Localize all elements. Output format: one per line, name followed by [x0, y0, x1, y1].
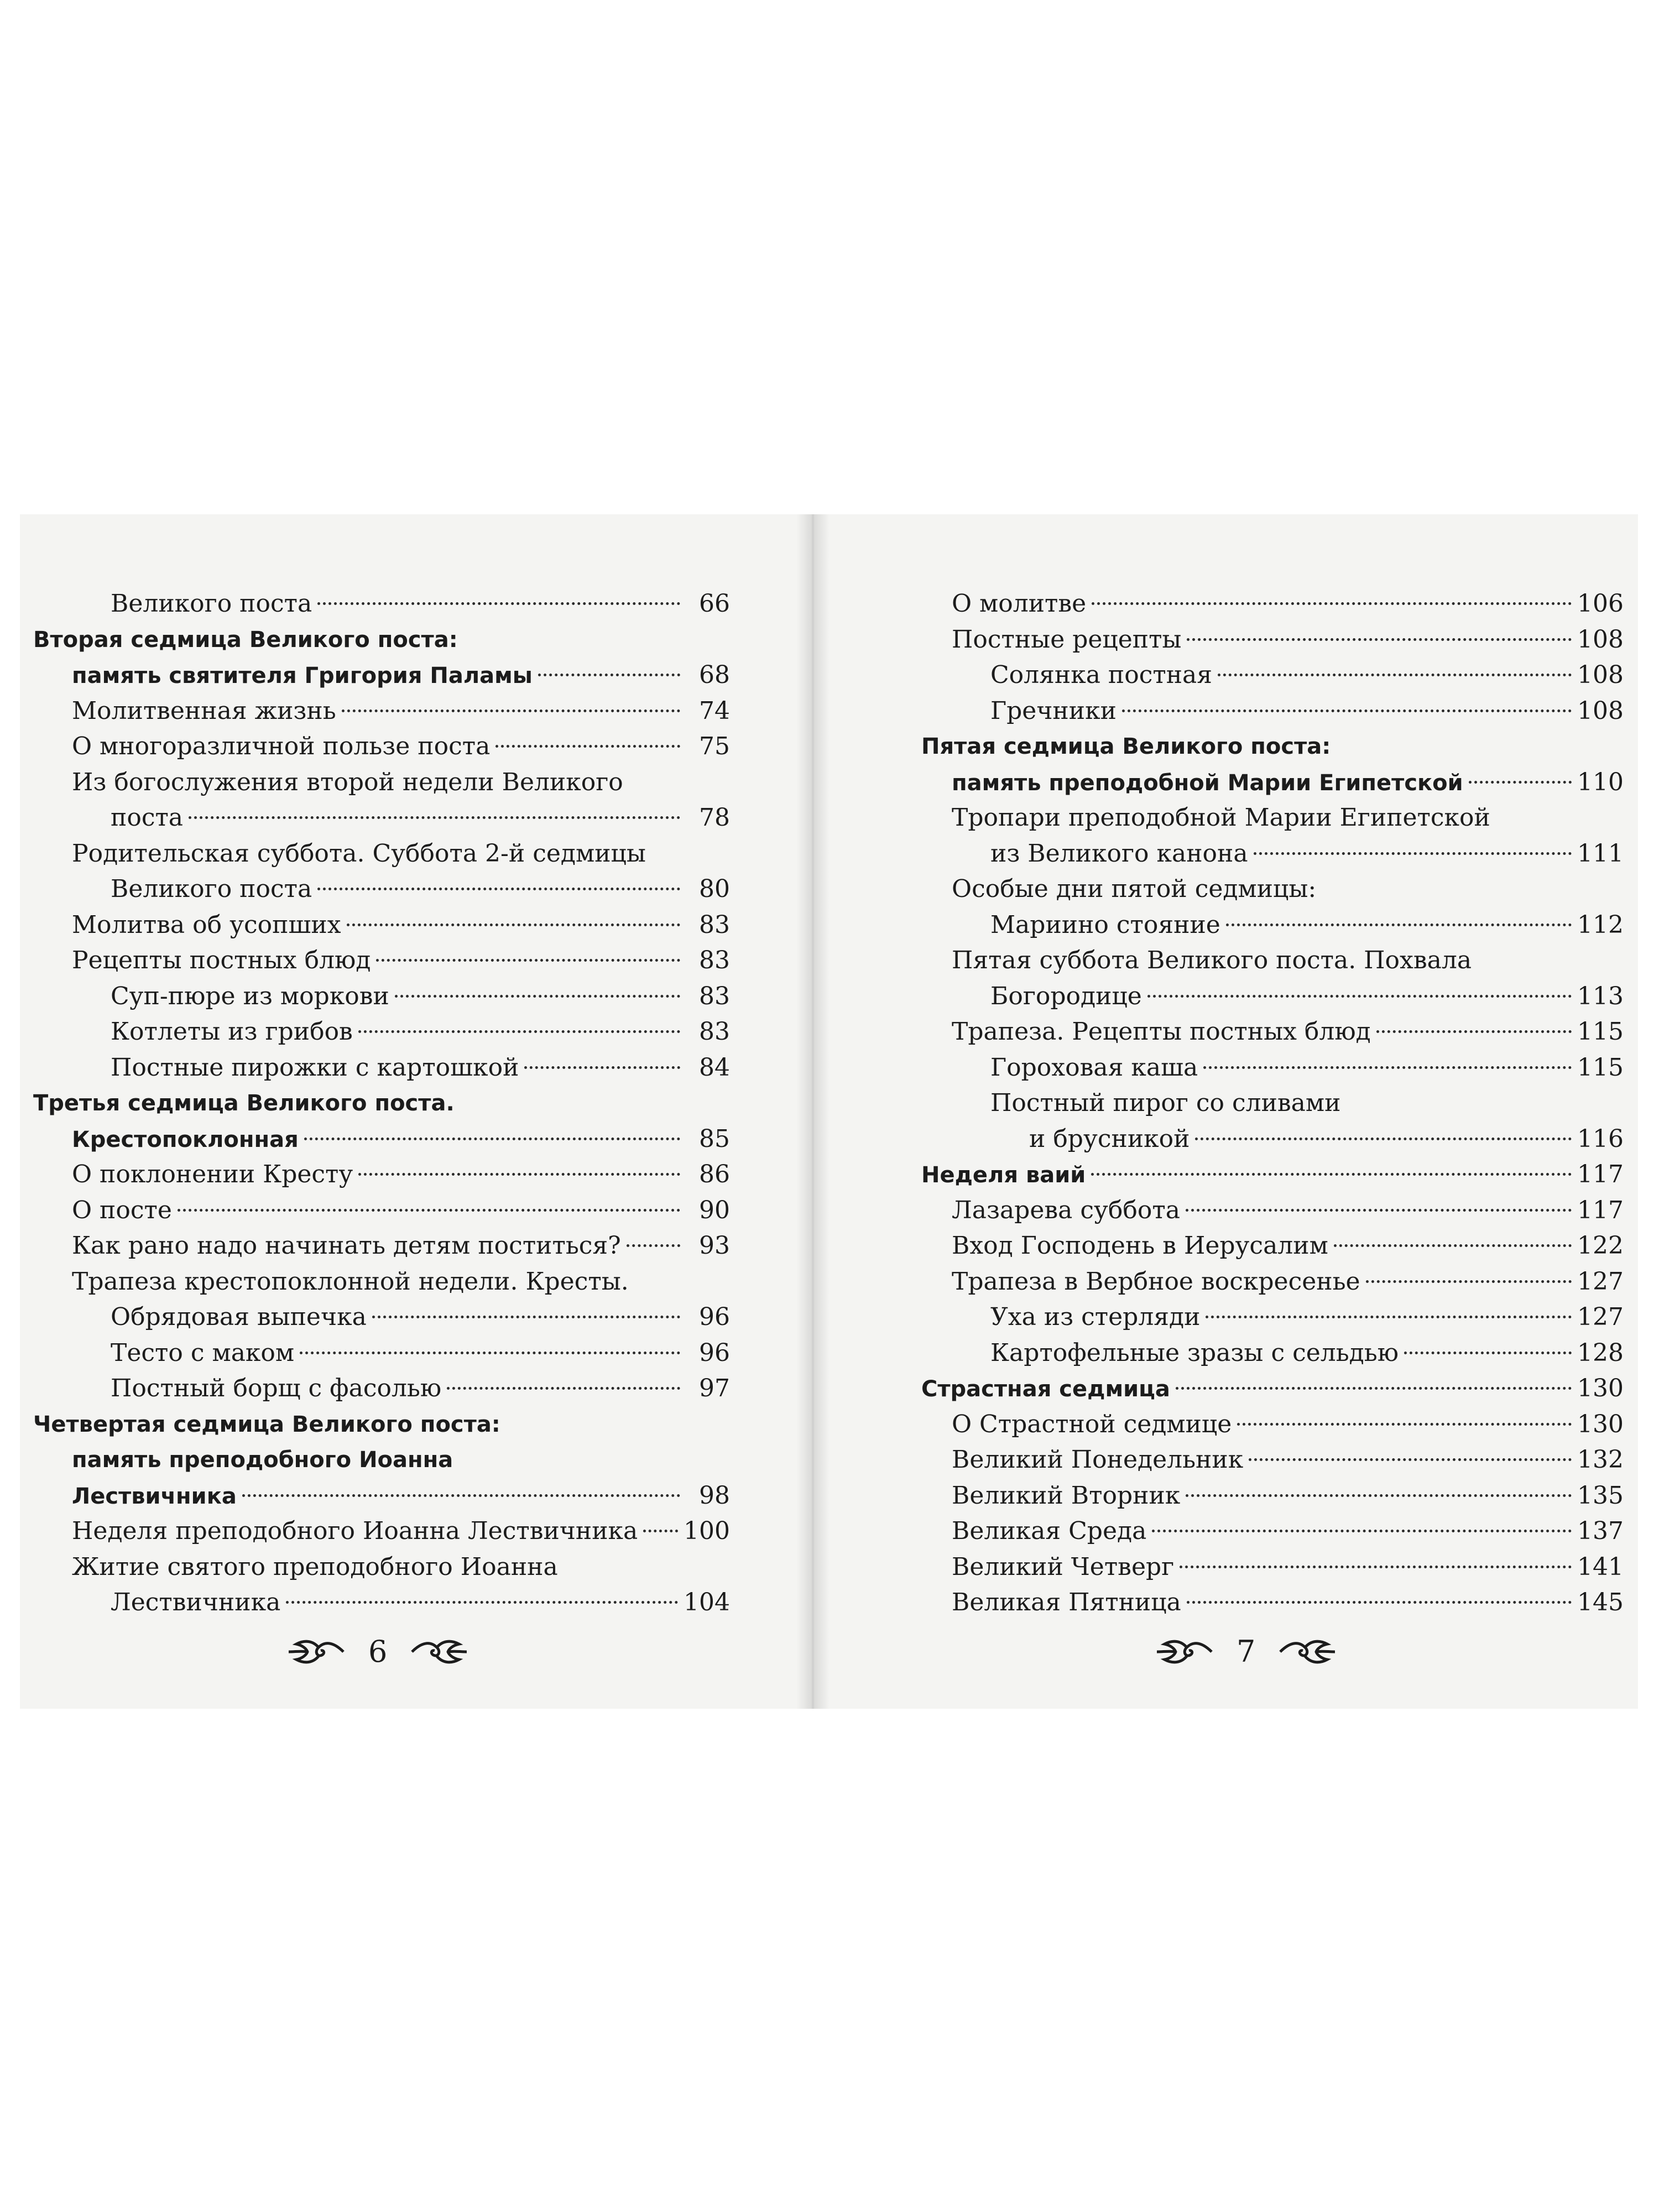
dot-leader	[286, 1601, 678, 1604]
toc-entry	[921, 1193, 1624, 1229]
toc-entry-title: Молитва об усопших	[72, 910, 341, 939]
toc-entry-title: Лазарева суббота	[952, 1196, 1180, 1224]
floral-ornament-icon	[1277, 1635, 1338, 1668]
toc-entry	[921, 1335, 1624, 1371]
toc-entry-title: Вторая седмица Великого поста:	[33, 627, 458, 653]
toc-entry-title: Великая Среда	[952, 1517, 1147, 1545]
toc-entry-title: Постные пирожки с картошкой	[111, 1053, 519, 1082]
toc-entry-page: 93	[699, 1232, 730, 1260]
toc-entry-title: Суп-пюре из моркови	[111, 982, 389, 1010]
toc-entry	[33, 1371, 730, 1407]
toc-entry	[921, 1228, 1624, 1264]
dot-leader	[178, 1209, 680, 1212]
toc-entry-page: 96	[699, 1338, 730, 1367]
toc-entry-page: 106	[1577, 589, 1624, 618]
toc-entry	[33, 800, 730, 836]
toc-entry-title: Рецепты постных блюд	[72, 946, 371, 974]
toc-entry	[33, 979, 730, 1015]
dot-leader	[1186, 1494, 1572, 1497]
dot-leader	[1237, 1423, 1572, 1426]
dot-leader	[358, 1030, 680, 1033]
toc-entry	[33, 1157, 730, 1193]
toc-entry	[33, 1086, 730, 1121]
left-page	[20, 514, 811, 1709]
dot-leader	[1180, 1566, 1572, 1568]
toc-entry-title: О многоразличной пользе поста	[72, 732, 491, 760]
toc-entry	[921, 836, 1624, 872]
toc-entry	[33, 1014, 730, 1050]
toc-entry-page: 127	[1577, 1303, 1624, 1331]
toc-entry-title: Великого поста	[111, 875, 312, 903]
dot-leader	[627, 1244, 680, 1247]
toc-entry	[921, 765, 1624, 801]
dot-leader	[1206, 1316, 1572, 1318]
dot-leader	[1122, 709, 1572, 712]
toc-entry-title: Гречники	[990, 696, 1117, 725]
dot-leader	[1187, 638, 1572, 641]
toc-entry	[921, 1407, 1624, 1443]
floral-ornament-icon	[1154, 1635, 1214, 1668]
left-page-number: 6	[368, 1634, 388, 1669]
toc-entry-title: Пятая седмица Великого поста:	[921, 734, 1331, 759]
toc-entry-page: 80	[699, 875, 730, 903]
toc-entry	[33, 1585, 730, 1621]
toc-entry-page: 96	[699, 1303, 730, 1331]
toc-entry-title: Лествичника	[111, 1588, 281, 1616]
dot-leader	[304, 1138, 680, 1140]
toc-entry	[921, 1371, 1624, 1407]
right-page-number: 7	[1237, 1634, 1256, 1669]
toc-entry-page: 84	[699, 1053, 730, 1082]
toc-entry	[33, 586, 730, 622]
dot-leader	[538, 674, 680, 676]
toc-entry-page: 113	[1577, 982, 1624, 1010]
toc-entry-title: Мариино стояние	[990, 910, 1220, 939]
toc-entry-title: О посте	[72, 1196, 172, 1224]
dot-leader	[1218, 674, 1572, 676]
toc-entry-page: 122	[1577, 1232, 1624, 1260]
toc-entry-page: 68	[699, 661, 730, 689]
toc-entry-title: Великий Вторник	[952, 1481, 1181, 1510]
toc-entry	[33, 1228, 730, 1264]
toc-entry-title: Тропари преподобной Марии Египетской	[952, 804, 1490, 832]
dot-leader	[342, 709, 680, 712]
toc-entry	[921, 1050, 1624, 1086]
toc-entry	[33, 1193, 730, 1229]
toc-entry-title: память святителя Григория Паламы	[72, 663, 533, 688]
dot-leader	[1152, 1530, 1572, 1532]
toc-entry-title: Третья седмица Великого поста.	[33, 1091, 455, 1116]
toc-entry	[921, 800, 1624, 836]
dot-leader	[1147, 995, 1572, 998]
toc-entry-title: Молитвенная жизнь	[72, 696, 336, 725]
toc-entry-page: 110	[1577, 768, 1624, 796]
dot-leader	[376, 959, 680, 962]
dot-leader	[495, 745, 680, 748]
toc-entry-title: Житие святого преподобного Иоанна	[72, 1552, 558, 1581]
toc-entry	[33, 658, 730, 693]
dot-leader	[1186, 1209, 1572, 1212]
toc-entry	[921, 1585, 1624, 1621]
toc-entry	[33, 1050, 730, 1086]
toc-entry-title: Особые дни пятой седмицы:	[952, 875, 1317, 903]
toc-entry-title: и брусникой	[1029, 1124, 1190, 1153]
toc-entry	[33, 872, 730, 907]
toc-entry-title: Постные рецепты	[952, 625, 1182, 654]
toc-entry	[921, 907, 1624, 943]
toc-entry-page: 83	[699, 982, 730, 1010]
dot-leader	[317, 888, 680, 890]
toc-entry-page: 127	[1577, 1267, 1624, 1296]
toc-entry-page: 90	[699, 1196, 730, 1224]
toc-entry-title: Великий Четверг	[952, 1552, 1175, 1581]
toc-entry-page: 83	[699, 1018, 730, 1046]
toc-entry	[33, 907, 730, 943]
toc-left	[33, 586, 730, 1621]
toc-entry	[921, 1264, 1624, 1300]
toc-entry-page: 104	[684, 1588, 730, 1616]
toc-entry	[33, 1300, 730, 1335]
dot-leader	[1249, 1458, 1572, 1461]
toc-entry-title: Крестопоклонная	[72, 1126, 299, 1152]
dot-leader	[1376, 1030, 1572, 1033]
toc-entry-title: Солянка постная	[990, 661, 1213, 689]
toc-entry	[921, 1550, 1624, 1585]
toc-entry	[921, 872, 1624, 907]
toc-entry-page: 117	[1577, 1160, 1624, 1188]
toc-entry	[921, 1086, 1624, 1121]
toc-entry-title: Лествичника	[72, 1483, 237, 1509]
floral-ornament-icon	[409, 1635, 470, 1668]
floral-ornament-icon	[285, 1635, 346, 1668]
toc-entry	[921, 1014, 1624, 1050]
dot-leader	[1203, 1066, 1572, 1069]
toc-entry-title: Четвертая седмица Великого поста:	[33, 1411, 500, 1437]
dot-leader	[1334, 1244, 1572, 1247]
dot-leader	[1404, 1352, 1572, 1354]
toc-entry-title: Уха из стерляди	[990, 1303, 1201, 1331]
toc-entry-page: 97	[699, 1374, 730, 1402]
toc-entry	[33, 1121, 730, 1157]
toc-entry-page: 115	[1577, 1053, 1624, 1082]
toc-entry-page: 115	[1577, 1018, 1624, 1046]
dot-leader	[358, 1173, 680, 1176]
toc-entry	[33, 1335, 730, 1371]
toc-entry-title: Обрядовая выпечка	[111, 1303, 367, 1331]
toc-entry-page: 112	[1577, 910, 1624, 939]
toc-entry-page: 86	[699, 1160, 730, 1188]
toc-entry	[33, 1514, 730, 1550]
dot-leader	[1092, 602, 1572, 605]
toc-entry-page: 108	[1577, 696, 1624, 725]
toc-entry-title: Постный пирог со сливами	[990, 1089, 1341, 1117]
toc-entry-title: память преподобного Иоанна	[72, 1447, 453, 1473]
toc-entry-title: Постный борщ с фасолью	[111, 1374, 442, 1402]
toc-entry-title: О молитве	[952, 589, 1087, 618]
toc-entry-page: 145	[1577, 1588, 1624, 1616]
toc-entry-title: Картофельные зразы с сельдью	[990, 1338, 1399, 1367]
dot-leader	[1469, 781, 1572, 784]
toc-entry	[921, 1514, 1624, 1550]
toc-entry-page: 137	[1577, 1517, 1624, 1545]
toc-entry	[33, 943, 730, 979]
toc-entry-page: 98	[699, 1481, 730, 1510]
toc-entry	[33, 1407, 730, 1443]
toc-entry-title: Пятая суббота Великого поста. Похвала	[952, 946, 1472, 974]
dot-leader	[1091, 1173, 1572, 1176]
toc-entry	[921, 943, 1624, 979]
toc-entry-page: 111	[1577, 839, 1624, 868]
toc-entry-title: Великий Понедельник	[952, 1446, 1244, 1474]
toc-entry-page: 74	[699, 696, 730, 725]
toc-entry	[921, 979, 1624, 1015]
toc-entry-title: Из богослужения второй недели Великого	[72, 768, 623, 796]
toc-entry	[921, 1478, 1624, 1514]
left-page-footer	[285, 1634, 470, 1669]
dot-leader	[1366, 1280, 1572, 1283]
toc-entry-page: 130	[1577, 1410, 1624, 1438]
toc-entry	[33, 1550, 730, 1585]
toc-entry-title: Родительская суббота. Суббота 2-й седмицы	[72, 839, 646, 868]
toc-entry	[921, 622, 1624, 658]
dot-leader	[189, 816, 680, 819]
book-gutter	[796, 514, 830, 1709]
dot-leader	[347, 924, 680, 926]
right-page	[811, 514, 1638, 1709]
toc-entry-title: Тесто с маком	[111, 1338, 295, 1367]
toc-entry-page: 66	[699, 589, 730, 618]
toc-entry	[921, 1300, 1624, 1335]
toc-entry	[921, 729, 1624, 765]
toc-entry	[33, 693, 730, 729]
toc-entry	[33, 1478, 730, 1514]
toc-entry-title: Как рано надо начинать детям поститься?	[72, 1232, 621, 1260]
toc-entry-page: 117	[1577, 1196, 1624, 1224]
toc-entry-page: 78	[699, 804, 730, 832]
dot-leader	[643, 1530, 678, 1532]
toc-entry-page: 75	[699, 732, 730, 760]
dot-leader	[524, 1066, 680, 1069]
toc-entry-page: 83	[699, 910, 730, 939]
toc-entry-title: Страстная седмица	[921, 1376, 1170, 1402]
toc-entry	[921, 1442, 1624, 1478]
dot-leader	[1187, 1601, 1572, 1604]
toc-entry	[921, 693, 1624, 729]
toc-entry-title: Трапеза крестопоклонной недели. Кресты.	[72, 1267, 629, 1296]
toc-entry-title: Вход Господень в Иерусалим	[952, 1232, 1328, 1260]
toc-entry-title: Трапеза в Вербное воскресенье	[952, 1267, 1360, 1296]
toc-entry-page: 141	[1577, 1552, 1624, 1581]
toc-entry-title: Великая Пятница	[952, 1588, 1181, 1616]
dot-leader	[372, 1316, 680, 1318]
toc-entry-title: Неделя преподобного Иоанна Лествичника	[72, 1517, 638, 1545]
toc-entry-page: 132	[1577, 1446, 1624, 1474]
toc-entry-page: 130	[1577, 1374, 1624, 1402]
toc-entry-page: 83	[699, 946, 730, 974]
toc-entry	[33, 1264, 730, 1300]
dot-leader	[1195, 1138, 1572, 1140]
toc-entry	[33, 765, 730, 801]
toc-entry-title: из Великого канона	[990, 839, 1248, 868]
toc-right	[921, 586, 1624, 1621]
dot-leader	[1176, 1387, 1572, 1390]
toc-entry	[33, 1442, 730, 1478]
dot-leader	[1226, 924, 1572, 926]
toc-entry-page: 100	[684, 1517, 730, 1545]
toc-entry-title: Богородице	[990, 982, 1142, 1010]
toc-entry-page: 85	[699, 1124, 730, 1153]
toc-entry-title: О поклонении Кресту	[72, 1160, 353, 1188]
toc-entry	[921, 1157, 1624, 1193]
toc-entry-title: Гороховая каша	[990, 1053, 1198, 1082]
dot-leader	[317, 602, 680, 605]
toc-entry-title: О Страстной седмице	[952, 1410, 1232, 1438]
dot-leader	[447, 1387, 680, 1390]
toc-entry-page: 108	[1577, 661, 1624, 689]
toc-entry-page: 128	[1577, 1338, 1624, 1367]
right-page-footer	[1154, 1634, 1338, 1669]
dot-leader	[395, 995, 680, 998]
toc-entry-title: память преподобной Марии Египетской	[952, 770, 1463, 796]
toc-entry-title: поста	[111, 804, 184, 832]
toc-entry	[921, 586, 1624, 622]
dot-leader	[300, 1352, 680, 1354]
toc-entry-title: Неделя ваий	[921, 1162, 1086, 1188]
toc-entry-page: 135	[1577, 1481, 1624, 1510]
toc-entry-page: 116	[1577, 1124, 1624, 1153]
toc-entry-title: Трапеза. Рецепты постных блюд	[952, 1018, 1371, 1046]
toc-entry	[921, 1121, 1624, 1157]
toc-entry	[33, 836, 730, 872]
dot-leader	[242, 1494, 680, 1497]
toc-entry-title: Великого поста	[111, 589, 312, 618]
dot-leader	[1254, 852, 1572, 855]
toc-entry	[33, 622, 730, 658]
toc-entry	[921, 658, 1624, 693]
toc-entry	[33, 729, 730, 765]
toc-entry-page: 108	[1577, 625, 1624, 654]
toc-entry-title: Котлеты из грибов	[111, 1018, 353, 1046]
